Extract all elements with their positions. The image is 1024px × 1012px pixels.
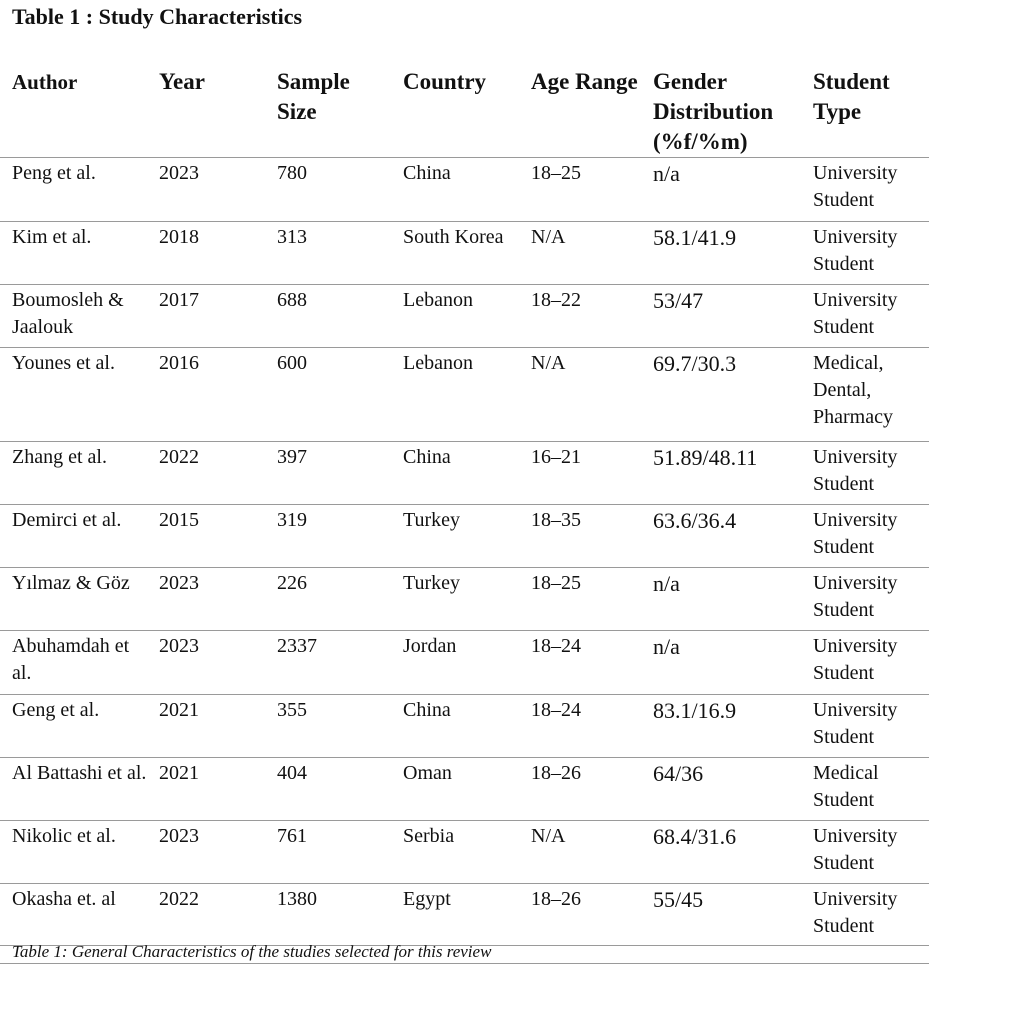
cell-gender: 69.7/30.3 [641, 348, 801, 442]
cell-country: Jordan [391, 631, 519, 695]
table-row [0, 158, 929, 222]
cell-year: 2023 [147, 631, 265, 695]
cell-student-type: University Student [801, 695, 929, 758]
table-title: Table 1 : Study Characteristics [12, 4, 303, 29]
table-row [0, 505, 929, 568]
cell-student-type: University Student [801, 884, 929, 946]
cell-age-range: N/A [519, 222, 641, 285]
cell-year: 2016 [147, 348, 265, 442]
cell-student-type: University Student [801, 631, 929, 695]
cell-age-range: 18–24 [519, 695, 641, 758]
cell-gender: 83.1/16.9 [641, 695, 801, 758]
cell-country: China [391, 695, 519, 758]
cell-country: Egypt [391, 884, 519, 946]
header-sample-size: Sample Size [265, 62, 391, 158]
table-row [0, 442, 929, 505]
cell-gender: 53/47 [641, 285, 801, 348]
cell-sample-size: 1380 [265, 884, 391, 946]
cell-author: Peng et al. [0, 158, 147, 222]
table-row [0, 568, 929, 631]
study-characteristics-table [0, 62, 929, 946]
cell-country: Oman [391, 758, 519, 821]
header-country: Country [391, 62, 519, 158]
cell-country: Lebanon [391, 348, 519, 442]
cell-country: Serbia [391, 821, 519, 884]
cell-author: Zhang et al. [0, 442, 147, 505]
cell-year: 2015 [147, 505, 265, 568]
cell-year: 2022 [147, 442, 265, 505]
cell-sample-size: 397 [265, 442, 391, 505]
cell-gender: n/a [641, 568, 801, 631]
table-row [0, 695, 929, 758]
cell-country: Turkey [391, 568, 519, 631]
cell-country: South Korea [391, 222, 519, 285]
cell-age-range: N/A [519, 348, 641, 442]
table-row [0, 821, 929, 884]
cell-year: 2023 [147, 821, 265, 884]
cell-student-type: University Student [801, 222, 929, 285]
cell-country: Lebanon [391, 285, 519, 348]
cell-gender: n/a [641, 631, 801, 695]
table-row [0, 285, 929, 348]
table-caption: Table 1: General Characteristics of the studies selected for this review [0, 941, 929, 964]
cell-country: China [391, 158, 519, 222]
cell-sample-size: 355 [265, 695, 391, 758]
cell-student-type: University Student [801, 158, 929, 222]
cell-sample-size: 313 [265, 222, 391, 285]
header-student-type: Student Type [801, 62, 929, 158]
cell-gender: 51.89/48.11 [641, 442, 801, 505]
cell-author: Geng et al. [0, 695, 147, 758]
cell-sample-size: 2337 [265, 631, 391, 695]
cell-student-type: University Student [801, 568, 929, 631]
cell-sample-size: 319 [265, 505, 391, 568]
cell-sample-size: 600 [265, 348, 391, 442]
cell-student-type: University Student [801, 285, 929, 348]
cell-student-type: University Student [801, 821, 929, 884]
cell-gender: 58.1/41.9 [641, 222, 801, 285]
cell-year: 2017 [147, 285, 265, 348]
cell-age-range: 16–21 [519, 442, 641, 505]
cell-author: Nikolic et al. [0, 821, 147, 884]
header-year: Year [147, 62, 265, 158]
cell-year: 2023 [147, 158, 265, 222]
cell-age-range: 18–22 [519, 285, 641, 348]
cell-student-type: University Student [801, 505, 929, 568]
cell-author: Kim et al. [0, 222, 147, 285]
cell-gender: 55/45 [641, 884, 801, 946]
table-row [0, 348, 929, 442]
header-author: Author [0, 62, 147, 158]
header-gender-distribution: Gender Distribution (%f/%m) [641, 62, 801, 158]
cell-author: Abuhamdah et al. [0, 631, 147, 695]
cell-sample-size: 226 [265, 568, 391, 631]
table-row [0, 222, 929, 285]
cell-age-range: 18–26 [519, 884, 641, 946]
cell-sample-size: 761 [265, 821, 391, 884]
cell-student-type: University Student [801, 442, 929, 505]
cell-author: Okasha et. al [0, 884, 147, 946]
cell-author: Al Battashi et al. [0, 758, 147, 821]
cell-age-range: 18–24 [519, 631, 641, 695]
table-row [0, 884, 929, 946]
cell-year: 2021 [147, 695, 265, 758]
cell-gender: 68.4/31.6 [641, 821, 801, 884]
cell-age-range: N/A [519, 821, 641, 884]
cell-gender: 64/36 [641, 758, 801, 821]
cell-gender: n/a [641, 158, 801, 222]
cell-year: 2018 [147, 222, 265, 285]
cell-country: Turkey [391, 505, 519, 568]
header-age-range: Age Range [519, 62, 641, 158]
table-row [0, 758, 929, 821]
cell-sample-size: 780 [265, 158, 391, 222]
cell-student-type: Medical, Dental, Pharmacy [801, 348, 929, 442]
cell-year: 2021 [147, 758, 265, 821]
cell-sample-size: 404 [265, 758, 391, 821]
cell-year: 2022 [147, 884, 265, 946]
cell-author: Younes et al. [0, 348, 147, 442]
cell-year: 2023 [147, 568, 265, 631]
table-row [0, 631, 929, 695]
cell-student-type: Medical Student [801, 758, 929, 821]
cell-age-range: 18–35 [519, 505, 641, 568]
cell-author: Yılmaz & Göz [0, 568, 147, 631]
cell-author: Boumosleh & Jaalouk [0, 285, 147, 348]
cell-country: China [391, 442, 519, 505]
cell-sample-size: 688 [265, 285, 391, 348]
header-row [0, 62, 929, 158]
cell-gender: 63.6/36.4 [641, 505, 801, 568]
cell-age-range: 18–25 [519, 568, 641, 631]
cell-age-range: 18–26 [519, 758, 641, 821]
cell-age-range: 18–25 [519, 158, 641, 222]
cell-author: Demirci et al. [0, 505, 147, 568]
